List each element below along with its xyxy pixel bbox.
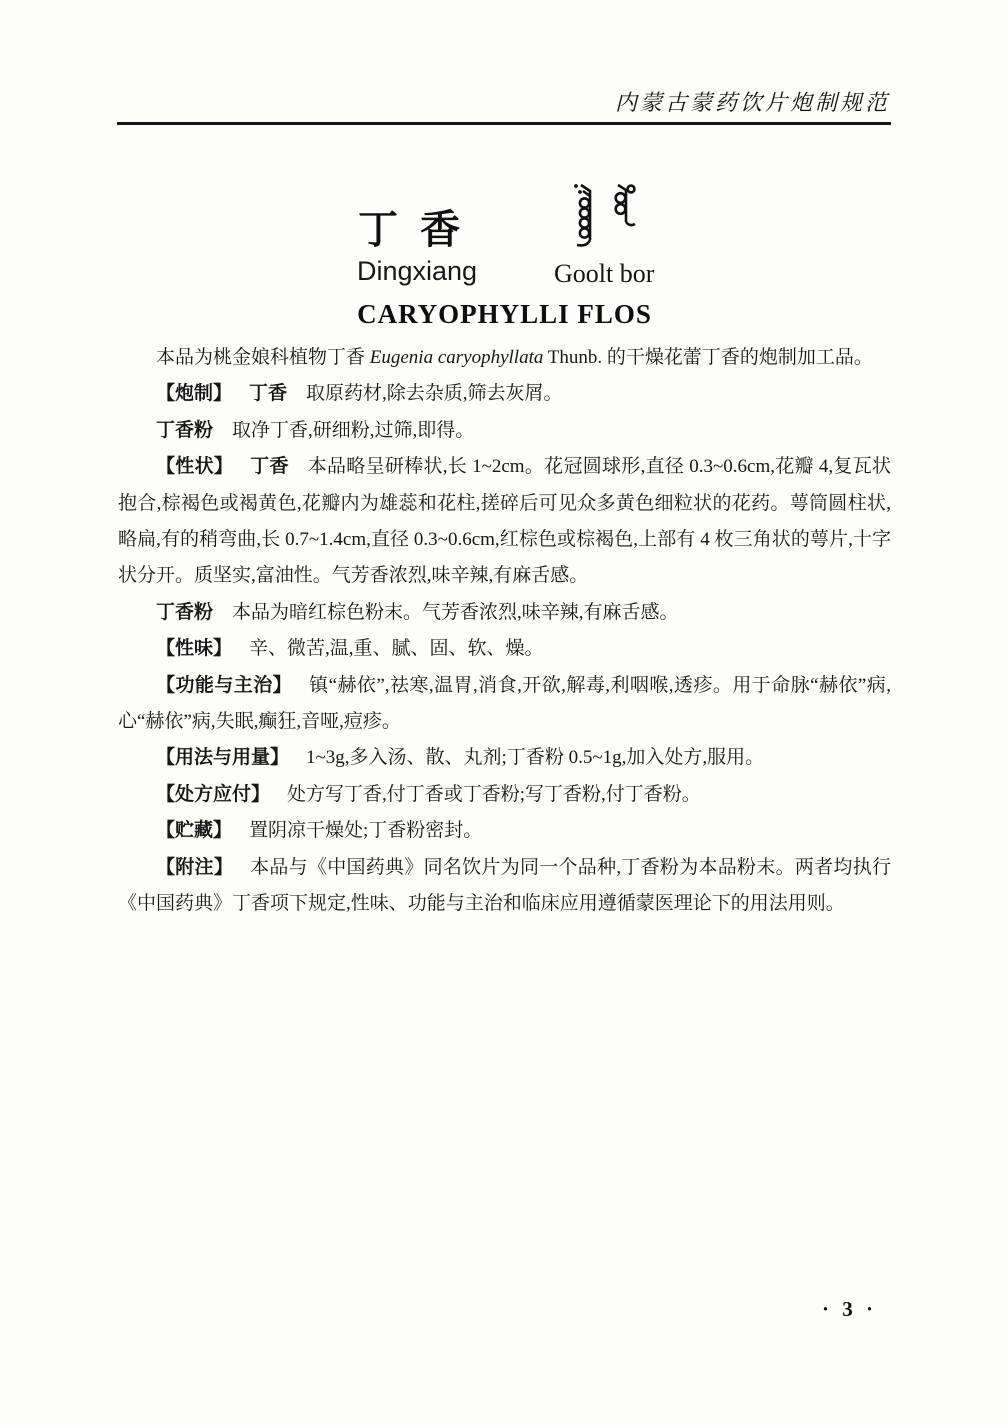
section-xingzhuang (118, 449, 891, 595)
section-text: 本品为暗红棕色粉末。气芳香浓烈,味辛辣,有麻舌感。 (232, 601, 679, 623)
section-text: 辛、微苦,温,重、腻、固、软、燥。 (249, 638, 544, 660)
section-subhead: 丁香粉 (156, 601, 214, 623)
title-latin-name: CARYOPHYLLI FLOS (357, 299, 652, 329)
header-title: 内蒙古蒙药饮片炮制规范 (614, 90, 890, 115)
section-subhead: 丁香粉 (156, 419, 214, 441)
section-label: 【用法与用量】 (156, 747, 290, 769)
title-mongolian-latin: Goolt bor (554, 259, 655, 288)
mongolian-script-icon (560, 182, 656, 250)
section-dingxiangfen-desc (118, 595, 891, 631)
title-chinese: 丁香 (358, 207, 482, 252)
section-text: 1~3g,多入汤、散、丸剂;丁香粉 0.5~1g,加入处方,服用。 (306, 747, 765, 769)
body-text (118, 340, 891, 923)
section-text: 取原药材,除去杂质,筛去灰屑。 (306, 383, 563, 405)
section-text: 镇“赫依”,祛寒,温胃,消食,开欲,解毒,利咽喉,透疹。用于命脉“赫依”病,心“赫依”病,失眠,癫狂,音哑,痘疹。 (118, 674, 891, 733)
section-text: 置阴凉干燥处;丁香粉密封。 (249, 820, 483, 842)
intro-paragraph (118, 340, 891, 376)
section-yongfa (118, 740, 891, 776)
section-label: 【贮藏】 (156, 820, 233, 842)
intro-pre: 本品为桃金娘科植物丁香 (156, 347, 370, 368)
section-text: 本品与《中国药典》同名饮片为同一个品种,丁香粉为本品粉末。两者均执行《中国药典》丁香项下规定,性味、功能与主治和临床应用遵循蒙医理论下的用法用则。 (118, 856, 891, 915)
section-gongneng (118, 668, 891, 741)
section-label: 【炮制】 (156, 383, 233, 405)
section-label: 【性状】 (156, 456, 234, 478)
section-label: 【附注】 (156, 856, 234, 878)
section-subhead: 丁香 (250, 456, 289, 478)
section-label: 【功能与主治】 (156, 674, 293, 696)
section-label: 【处方应付】 (156, 783, 271, 805)
section-text: 本品略呈研棒状,长 1~2cm。花冠圆球形,直径 0.3~0.6cm,花瓣 4,复瓦状抱合,棕褐色或褐黄色,花瓣内为雄蕊和花柱,搓碎后可见众多黄色细粒状的花药。萼筒圆柱状,略扁,有的稍弯曲,长 0.7~1.4cm,直径 0.3~0.6cm,红棕色或棕褐色,上部有 4 枚三角状的萼片,十字状分开。质坚实,富油性。气芳香浓烈,味辛辣,有麻舌感。 (118, 456, 891, 587)
page-number: · 3 · (821, 1297, 877, 1321)
section-dingxiangfen-prep (118, 413, 891, 449)
section-xingwei (118, 631, 891, 667)
section-text: 取净丁香,研细粉,过筛,即得。 (232, 419, 475, 441)
species-name: Eugenia caryophyllata (369, 347, 544, 368)
section-subhead: 丁香 (249, 383, 288, 405)
running-header (615, 86, 890, 117)
title-pinyin: Dingxiang (357, 256, 478, 286)
section-paozhi (118, 376, 891, 412)
section-text: 处方写丁香,付丁香或丁香粉;写丁香粉,付丁香粉。 (287, 783, 701, 805)
section-zhucang (118, 813, 891, 849)
header-rule (117, 122, 891, 125)
section-fuzhu (118, 850, 891, 923)
section-chufang (118, 777, 891, 813)
section-label: 【性味】 (156, 638, 233, 660)
intro-post: Thunb. 的干燥花蕾丁香的炮制加工品。 (543, 347, 873, 368)
